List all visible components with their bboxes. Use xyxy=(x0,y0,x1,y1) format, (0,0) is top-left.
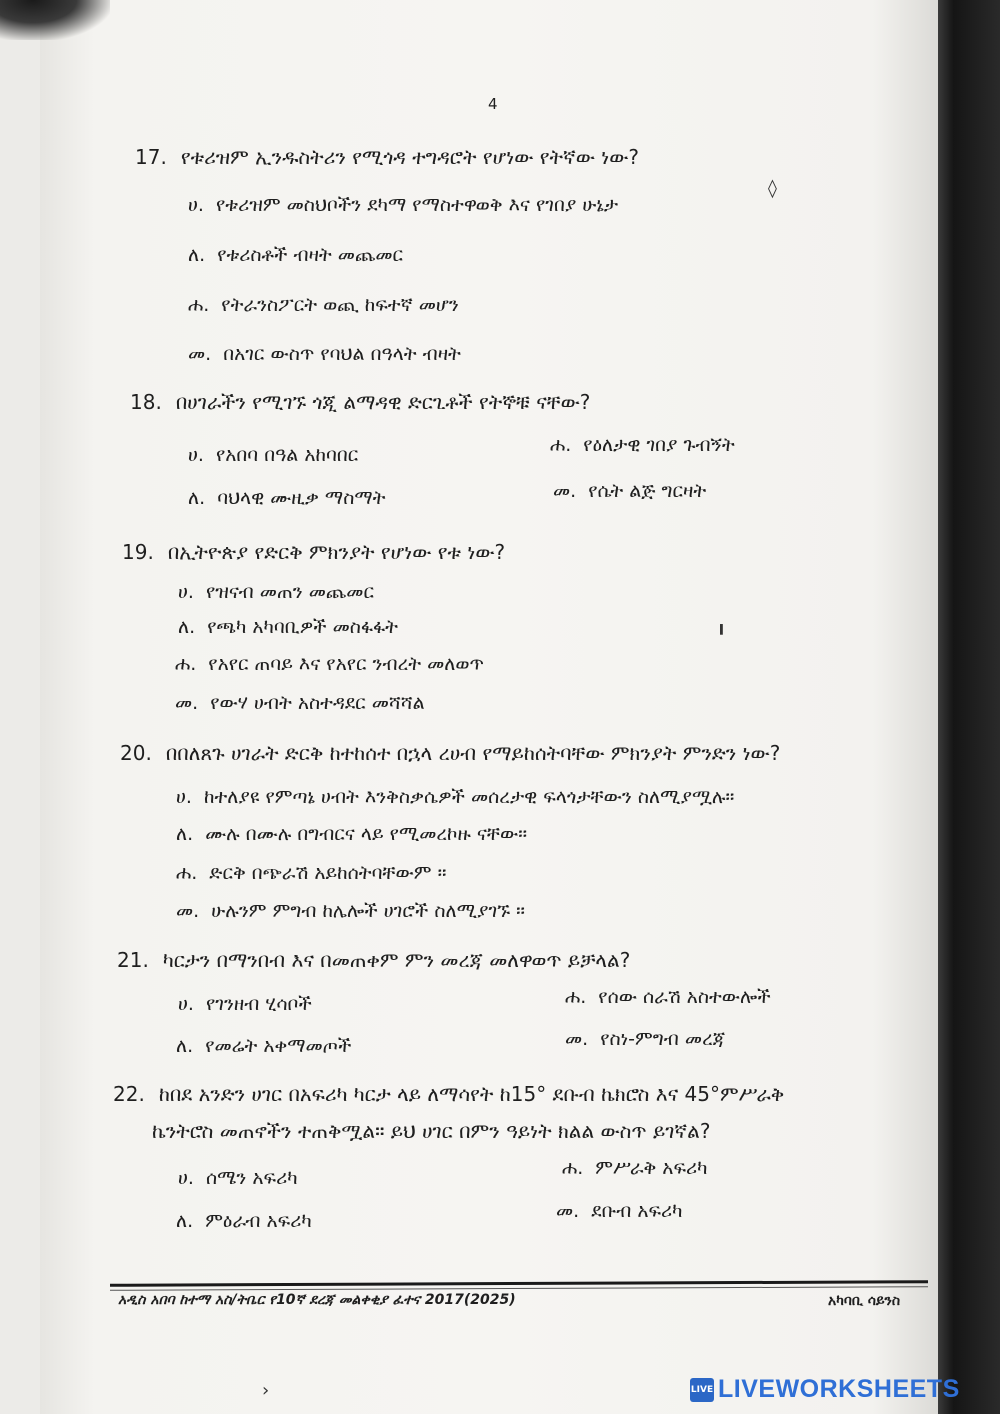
option-letter: ሀ. xyxy=(188,444,204,466)
option-18-c[interactable] xyxy=(550,434,735,456)
stray-mark: › xyxy=(262,1380,270,1401)
option-text: የሴት ልጅ ግርዛት xyxy=(588,480,707,502)
option-text: የአየር ጠባይ እና የአየር ንብረት መለወጥ xyxy=(208,653,484,675)
option-letter: ሀ. xyxy=(176,786,192,808)
question-22 xyxy=(113,1082,784,1106)
option-letter: ለ. xyxy=(176,1210,194,1232)
question-number: 17. xyxy=(135,145,167,169)
option-letter: መ. xyxy=(565,1028,589,1050)
option-21-b[interactable] xyxy=(176,1035,351,1057)
option-text: ከተለያዩ የምጣኔ ሀብት እንቅስቃሴዎች መሰረታዊ ፍላጎታቸውን ስለሚያሟሉ። xyxy=(203,786,735,808)
question-21 xyxy=(117,948,630,972)
option-text: ደቡብ አፍሪካ xyxy=(591,1200,683,1222)
option-text: የትራንስፖርት ወጪ ከፍተኛ መሆን xyxy=(221,294,459,316)
question-17 xyxy=(135,145,639,169)
option-20-b[interactable] xyxy=(176,823,527,845)
question-20 xyxy=(120,741,780,765)
option-letter: መ. xyxy=(175,692,199,714)
option-18-a[interactable] xyxy=(188,444,358,466)
question-text: በኢትዮጵያ የድርቅ ምክንያት የሆነው የቱ ነው? xyxy=(167,540,506,564)
option-letter: ሐ. xyxy=(550,434,572,456)
liveworksheets-logo xyxy=(690,1375,960,1404)
option-text: የገንዘብ ሂሳቦች xyxy=(205,993,312,1015)
option-letter: ለ. xyxy=(188,487,206,509)
stray-mark: ◊ xyxy=(768,178,777,199)
option-text: የመሬት አቀማመጦች xyxy=(205,1035,352,1057)
option-letter: ሐ. xyxy=(188,294,210,316)
question-18 xyxy=(130,390,590,414)
option-text: የቱሪስቶች ብዛት መጨመር xyxy=(217,244,404,266)
option-letter: ለ. xyxy=(188,244,206,266)
option-19-b[interactable] xyxy=(178,616,398,638)
option-20-d[interactable] xyxy=(176,900,525,922)
option-20-c[interactable] xyxy=(176,862,446,884)
liveworksheets-badge-icon: LIVE xyxy=(690,1378,714,1402)
option-17-a[interactable] xyxy=(188,194,618,216)
option-text: የዝናብ መጠን መጨመር xyxy=(205,581,374,603)
option-text: የቱሪዝም መስህቦችን ደካማ የማስተዋወቅ እና የገበያ ሁኔታ xyxy=(215,194,619,216)
option-letter: ለ. xyxy=(178,616,196,638)
option-letter: መ. xyxy=(553,480,577,502)
question-text: የቱሪዝም ኢንዱስትሪን የሚጎዳ ተግዳሮት የሆነው የትኛው ነው? xyxy=(180,145,640,169)
question-number: 20. xyxy=(120,741,152,765)
footer-subject: አካባቢ ሳይንስ xyxy=(828,1293,901,1309)
option-22-c[interactable] xyxy=(562,1157,707,1179)
question-number: 21. xyxy=(117,948,149,972)
question-number: 19. xyxy=(122,540,154,564)
option-21-d[interactable] xyxy=(565,1028,725,1050)
option-text: ሁሉንም ምግብ ከሌሎች ሀገሮች ስለሚያገኙ ። xyxy=(211,900,526,922)
option-20-a[interactable] xyxy=(176,786,734,808)
option-17-c[interactable] xyxy=(188,294,459,316)
option-text: የጫካ አካባቢዎች መስፋፋት xyxy=(207,616,398,638)
liveworksheets-wordmark: LIVEWORKSHEETS xyxy=(718,1375,960,1403)
option-text: የሰው ሰራሽ አስተውሎች xyxy=(598,986,771,1008)
option-text: ሙሉ በሙሉ በግብርና ላይ የሚመረኮዙ ናቸው። xyxy=(205,823,528,845)
option-22-b[interactable] xyxy=(176,1210,312,1232)
option-letter: ለ. xyxy=(176,1035,194,1057)
option-letter: ሐ. xyxy=(565,986,587,1008)
option-text: በአገር ውስጥ የባህል በዓላት ብዛት xyxy=(223,343,461,365)
question-number: 22. xyxy=(113,1082,145,1106)
stray-mark: ╹ xyxy=(716,625,727,646)
footer-exam-title: አዲስ አበባ ከተማ አስ/ትቤር የ10ኛ ደረጃ መልቀቂያ ፈተና 2017(2025) xyxy=(118,1292,516,1308)
option-text: የስነ-ምግብ መረጃ xyxy=(600,1028,726,1050)
question-text: ካርታን በማንበብ እና በመጠቀም ምን መረጃ መለዋወጥ ይቻላል? xyxy=(162,948,631,972)
option-19-a[interactable] xyxy=(178,581,374,603)
option-18-d[interactable] xyxy=(553,480,706,502)
question-22-continued xyxy=(152,1119,710,1143)
option-letter: ሀ. xyxy=(188,194,204,216)
option-text: የዕለታዊ ገበያ ጉብኝት xyxy=(583,434,735,456)
option-letter: መ. xyxy=(556,1200,580,1222)
option-letter: ሐ. xyxy=(176,862,198,884)
option-text: የአበባ በዓል አከባበር xyxy=(215,444,359,466)
option-letter: ሐ. xyxy=(562,1157,584,1179)
option-22-a[interactable] xyxy=(178,1167,298,1189)
option-text: ምዕራብ አፍሪካ xyxy=(205,1210,312,1232)
option-letter: ሀ. xyxy=(178,581,194,603)
option-21-a[interactable] xyxy=(178,993,312,1015)
option-19-c[interactable] xyxy=(175,653,484,675)
option-text: ሰሜን አፍሪካ xyxy=(205,1167,298,1189)
option-letter: ሀ. xyxy=(178,1167,194,1189)
page-number: 4 xyxy=(488,95,498,113)
option-21-c[interactable] xyxy=(565,986,771,1008)
scan-edge xyxy=(938,0,1000,1414)
option-22-d[interactable] xyxy=(556,1200,683,1222)
option-text: ምሥራቅ አፍሪካ xyxy=(595,1157,708,1179)
question-number: 18. xyxy=(130,390,162,414)
option-text: የውሃ ሀብት አስተዳደር መሻሻል xyxy=(210,692,425,714)
option-18-b[interactable] xyxy=(188,487,386,509)
option-17-b[interactable] xyxy=(188,244,403,266)
question-text: በሀገራችን የሚገኙ ጎጂ ልማዳዊ ድርጊቶች የትኞቹ ናቸው? xyxy=(175,390,591,414)
option-letter: መ. xyxy=(176,900,200,922)
option-letter: መ. xyxy=(188,343,212,365)
option-letter: ለ. xyxy=(176,823,194,845)
question-text: ኬንትሮስ መጠኖችን ተጠቅሟል። ይህ ሀገር በምን ዓይነት ክልል ውስጥ ይገኛል? xyxy=(152,1119,711,1143)
option-17-d[interactable] xyxy=(188,343,461,365)
option-letter: ሀ. xyxy=(178,993,194,1015)
option-letter: ሐ. xyxy=(175,653,197,675)
question-19 xyxy=(122,540,505,564)
option-text: ባህላዊ ሙዚቃ ማስማት xyxy=(217,487,386,509)
question-text: በበለጸጉ ሀገራት ድርቅ ከተከሰተ በኋላ ረሀብ የማይከሰትባቸው ምክንያት ምንድን ነው? xyxy=(165,741,781,765)
option-text: ድርቅ በጭራሽ አይከሰትባቸውም ። xyxy=(209,862,447,884)
option-19-d[interactable] xyxy=(175,692,425,714)
question-text: ከበደ አንድን ሀገር በአፍሪካ ካርታ ላይ ለማሳየት ከ15° ደቡብ ኬክሮስ እና 45°ምሥራቅ xyxy=(158,1082,785,1106)
scan-corner-shadow xyxy=(0,0,110,40)
